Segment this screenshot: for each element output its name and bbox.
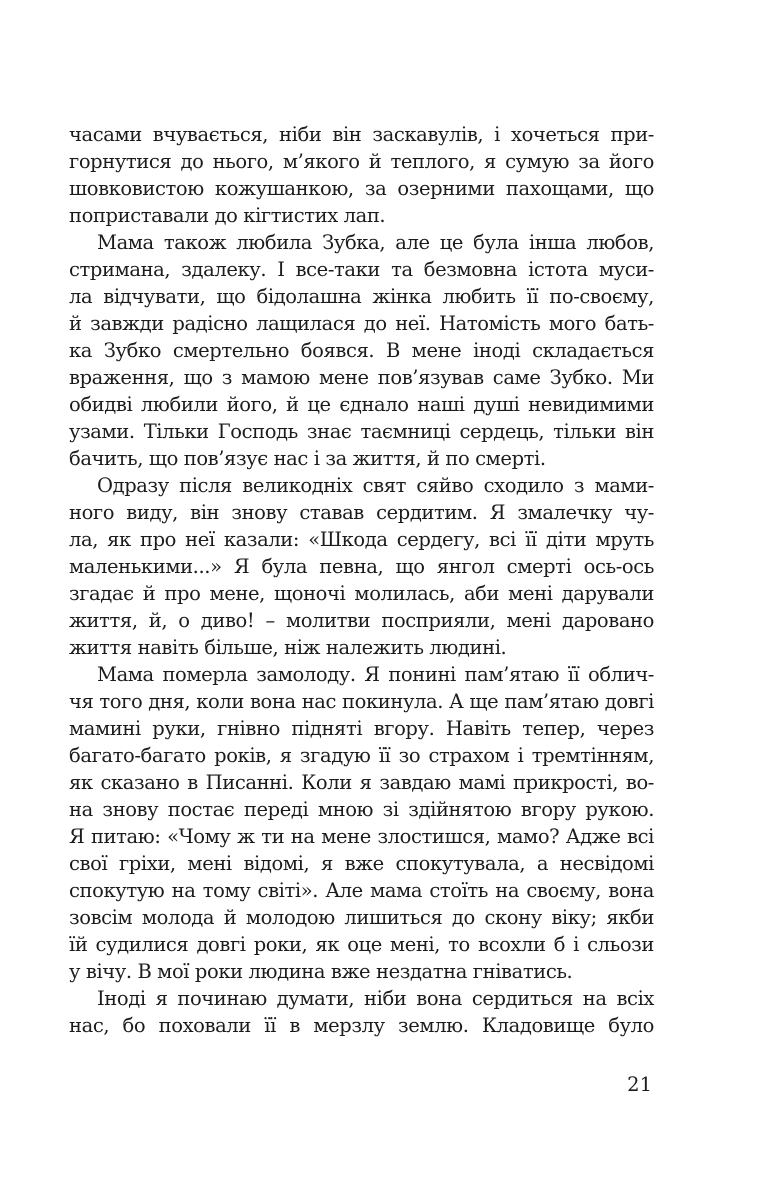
text-line: Одразу після великодніх свят сяйво сходило з мами- (97, 474, 654, 497)
text-line: маленькими...» Я була певна, що янгол смерті ось-ось (69, 555, 654, 578)
text-line: й завжди радісно лащилася до неї. Натомість мого бать- (69, 312, 654, 335)
body-text (69, 121, 654, 1039)
text-line: часами вчувається, ніби він заскавулів, і хочеться при- (69, 123, 654, 146)
page-number: 21 (627, 1073, 652, 1096)
text-line: поприставали до кігтистих лап. (69, 204, 386, 227)
text-line: Мама також любила Зубка, але це була інша любов, (97, 231, 654, 254)
text-line: як сказано в Писанні. Коли я завдаю мамі прикрості, во- (69, 771, 654, 794)
text-line: узами. Тільки Господь знає таємниці сердець, тільки він (69, 420, 654, 443)
text-line: нас, бо поховали її в мерзлу землю. Кладовище було (69, 1014, 654, 1037)
text-line: ла, як про неї казали: «Шкода сердегу, всі її діти мруть (69, 528, 654, 551)
text-line: життя навіть більше, ніж належить людині. (69, 636, 507, 659)
text-line: стримана, здалеку. І все-таки та безмовна істота муси- (69, 258, 654, 281)
text-line: обидві любили його, й це єднало наші душі невидимими (69, 393, 654, 416)
text-line: горнутися до нього, м’якого й теплого, я сумую за його (69, 150, 654, 173)
text-line: у вічу. В мої роки людина вже нездатна гніватись. (69, 960, 573, 983)
text-line: враження, що з мамою мене пов’язував саме Зубко. Ми (69, 366, 654, 389)
text-line: Іноді я починаю думати, ніби вона сердиться на всіх (97, 987, 654, 1010)
text-line: згадає й про мене, щоночі молилась, аби мені дарували (69, 582, 654, 605)
text-line: ла відчувати, що бідолашна жінка любить її по-своєму, (69, 285, 654, 308)
text-line: багато-багато років, я згадую її зо страхом і тремтінням, (69, 744, 654, 767)
text-line: їй судилися довгі роки, як оце мені, то всохли б і сльози (69, 933, 654, 956)
paragraph (69, 661, 654, 985)
text-line: ного виду, він знову ставав сердитим. Я змалечку чу- (69, 501, 654, 524)
text-line: на знову постає переді мною зі здійнятою вгору рукою. (69, 798, 654, 821)
text-line: шовковистою кожушанкою, за озерними пахощами, що (69, 177, 654, 200)
paragraph (69, 229, 654, 472)
text-line: чя того дня, коли вона нас покинула. А ще пам’ятаю довгі (69, 690, 654, 713)
text-line: Я питаю: «Чому ж ти на мене злостишся, мамо? Адже всі (69, 825, 654, 848)
text-line: ка Зубко смертельно боявся. В мене іноді складається (69, 339, 654, 362)
text-line: мамині руки, гнівно підняті вгору. Навіть тепер, через (69, 717, 654, 740)
text-line: зовсім молода й молодою лишиться до скону віку; якби (69, 906, 654, 929)
paragraph (69, 472, 654, 661)
text-line: Мама померла замолоду. Я понині пам’ятаю її облич- (97, 663, 654, 686)
text-line: спокутую на тому світі». Але мама стоїть на своєму, вона (69, 879, 654, 902)
paragraph (69, 121, 654, 229)
paragraph (69, 985, 654, 1039)
text-line: свої гріхи, мені відомі, я вже спокутувала, а несвідомі (69, 852, 654, 875)
text-line: бачить, що пов’язує нас і за життя, й по смерті. (69, 447, 546, 470)
text-line: життя, й, о диво! – молитви посприяли, мені даровано (69, 609, 654, 632)
